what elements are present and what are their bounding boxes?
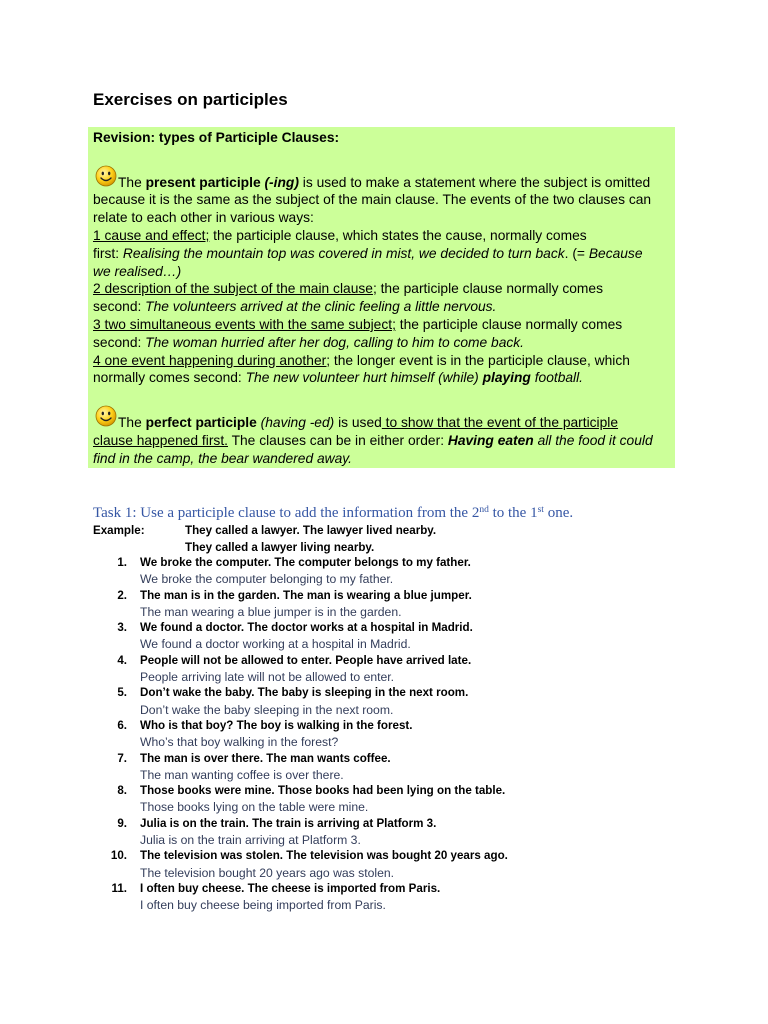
- text-run: is used: [334, 414, 382, 430]
- exercise-item: [93, 816, 508, 849]
- item-answer: We broke the computer belonging to my father.: [140, 572, 394, 587]
- ordinal-suffix: nd: [479, 505, 489, 515]
- item-answer: The man wanting coffee is over there.: [140, 767, 344, 782]
- smiley-icon: [95, 405, 117, 427]
- item-number: 11.: [111, 881, 127, 895]
- text-line: [93, 369, 675, 387]
- text-run: the participle clause normally comes: [395, 316, 623, 332]
- item-question: We found a doctor. The doctor works at a hospital in Madrid.: [140, 621, 473, 635]
- example-sentence: find in the camp, the bear wandered away.: [93, 450, 352, 466]
- text-line: [93, 352, 675, 370]
- item-answer: I often buy cheese being imported from Paris.: [140, 898, 386, 913]
- text-line: [93, 405, 675, 432]
- item-question: Those books were mine. Those books had been lying on the table.: [140, 784, 506, 798]
- example-sentence: The new volunteer hurt himself (while): [245, 370, 483, 386]
- perfect-participle-paragraph: [93, 405, 675, 467]
- item-question: I often buy cheese. The cheese is imported from Paris.: [140, 881, 441, 895]
- item-answer: People arriving late will not be allowed to enter.: [140, 670, 395, 685]
- blank-line: [93, 147, 675, 165]
- term-perfect-participle: perfect participle: [145, 414, 261, 430]
- item-number: 9.: [117, 816, 127, 830]
- exercise-item: [93, 783, 508, 816]
- example-indent: [93, 539, 185, 556]
- item-question: Who is that boy? The boy is walking in the forest.: [140, 718, 413, 732]
- text-run: first:: [93, 245, 123, 261]
- text-run: second:: [93, 299, 146, 315]
- item-body: [140, 816, 436, 849]
- example-answer: They called a lawyer living nearby.: [185, 541, 375, 554]
- item-body: [140, 848, 508, 881]
- exercise-item: [93, 620, 508, 653]
- example-row: [93, 522, 436, 539]
- form-having-ed: (having -ed): [260, 414, 335, 430]
- item-answer: Julia is on the train arriving at Platform 3.: [140, 833, 361, 848]
- item-answer: We found a doctor working at a hospital in Madrid.: [140, 637, 411, 652]
- item-answer: Don’t wake the baby sleeping in the next room.: [140, 702, 394, 717]
- text-line: [93, 280, 675, 298]
- item-question: We broke the computer. The computer belongs to my father.: [140, 556, 471, 569]
- item-body: [140, 718, 412, 751]
- relation-label: 3 two simultaneous events with the same subject;: [93, 316, 396, 332]
- ordinal-suffix: st: [537, 505, 544, 515]
- text-run: normally comes second:: [93, 370, 246, 386]
- relation-label: 2 description of the subject of the main clause: [93, 281, 373, 297]
- task-heading-text: one.: [543, 505, 574, 521]
- relation-label: 1 cause and effect;: [93, 227, 210, 243]
- exercise-item: [93, 718, 508, 751]
- item-question: People will not be allowed to enter. People have arrived late.: [140, 653, 472, 667]
- text-run: The clauses can be in either order:: [228, 432, 448, 448]
- text-run: The: [118, 174, 146, 190]
- example-sentence: football.: [530, 370, 584, 386]
- example-block: [93, 522, 436, 556]
- example-sentence: The woman hurried after her dog, calling to him to come back.: [145, 334, 524, 350]
- text-run: is used to make a statement where the subject is omitted: [298, 174, 651, 190]
- item-number: 8.: [117, 784, 127, 798]
- item-answer: Those books lying on the table were mine.: [140, 800, 369, 815]
- text-line: [93, 245, 675, 263]
- emphasised-participle: Having eaten: [447, 432, 534, 448]
- revision-box: [88, 127, 675, 468]
- task-heading: [93, 504, 573, 522]
- item-number: 7.: [117, 751, 127, 765]
- item-body: [140, 588, 472, 621]
- item-number: 6.: [117, 718, 127, 732]
- item-number: 1.: [117, 556, 127, 569]
- revision-heading: Revision: types of Participle Clauses:: [93, 130, 340, 145]
- text-line: [93, 316, 675, 334]
- page-title: Exercises on participles: [93, 90, 288, 109]
- text-run: second:: [93, 334, 146, 350]
- item-body: [140, 685, 468, 718]
- example-row: [93, 539, 436, 556]
- task-heading-text: Task 1: Use a participle clause to add the information from the 2: [93, 505, 480, 521]
- smiley-icon: [95, 165, 117, 187]
- exercise-item: [93, 685, 508, 718]
- example-question: They called a lawyer. The lawyer lived nearby.: [185, 524, 437, 537]
- exercise-item: [93, 751, 508, 784]
- exercise-item: [93, 588, 508, 621]
- text-line: [93, 432, 675, 450]
- text-line: [93, 227, 675, 245]
- text-line: relate to each other in various ways:: [93, 210, 314, 226]
- example-sentence: all the food it could: [533, 432, 653, 448]
- underlined-text: clause happened first.: [93, 432, 228, 448]
- term-present-participle: present participle: [145, 174, 265, 190]
- exercise-item: [93, 555, 508, 588]
- relation-cause-effect: [93, 227, 675, 280]
- item-question: The man is over there. The man wants coffee.: [140, 751, 391, 765]
- item-body: [140, 555, 471, 588]
- item-question: Don’t wake the baby. The baby is sleeping in the next room.: [140, 686, 469, 700]
- text-run: the longer event is in the participle clause, which: [330, 352, 630, 368]
- example-sentence: Realising the mountain top was covered in mist, we decided to turn back: [122, 245, 565, 261]
- item-question: The man is in the garden. The man is wearing a blue jumper.: [140, 588, 472, 602]
- item-number: 5.: [117, 686, 127, 700]
- text-run: The: [118, 414, 146, 430]
- text-line: [93, 334, 675, 352]
- text-line: [93, 298, 675, 316]
- relation-during-another: [93, 352, 675, 388]
- relation-simultaneous: [93, 316, 675, 352]
- item-body: [140, 653, 471, 686]
- text-line: because it is the same as the subject of the main clause. The events of the two clauses can: [93, 192, 652, 208]
- exercise-item: [93, 881, 508, 914]
- gloss: Because: [588, 245, 643, 261]
- task-heading-text: to the 1: [488, 505, 538, 521]
- item-body: [140, 620, 473, 653]
- example-label: Example:: [93, 524, 145, 537]
- text-line: [93, 165, 675, 192]
- text-run: ; the participle clause normally comes: [372, 281, 603, 297]
- example-sentence: The volunteers arrived at the clinic feeling a little nervous.: [145, 299, 497, 315]
- item-question: The television was stolen. The television was bought 20 years ago.: [140, 849, 508, 863]
- item-number: 10.: [110, 849, 127, 863]
- exercise-item: [93, 653, 508, 686]
- text-run: . (=: [564, 245, 589, 261]
- relation-description: [93, 280, 675, 316]
- text-run: the participle clause, which states the cause, normally comes: [209, 227, 587, 243]
- gloss: we realised…): [93, 263, 182, 279]
- item-answer: The man wearing a blue jumper is in the garden.: [140, 604, 402, 619]
- item-body: [140, 751, 391, 784]
- item-number: 3.: [117, 621, 127, 635]
- item-question: Julia is on the train. The train is arriving at Platform 3.: [140, 816, 437, 830]
- form-ing: (-ing): [264, 174, 299, 190]
- emphasised-participle: playing: [482, 370, 531, 386]
- item-body: [140, 783, 505, 816]
- item-number: 2.: [117, 588, 127, 602]
- item-body: [140, 881, 440, 914]
- underlined-text: to show that the event of the participle: [381, 414, 619, 430]
- item-number: 4.: [117, 653, 127, 667]
- relation-label: 4 one event happening during another;: [93, 352, 331, 368]
- blank-line: [93, 387, 675, 405]
- present-participle-paragraph: [93, 165, 675, 227]
- item-answer: Who’s that boy walking in the forest?: [140, 735, 339, 750]
- exercise-item: [93, 848, 508, 881]
- item-answer: The television bought 20 years ago was stolen.: [140, 865, 395, 880]
- exercise-list: [93, 555, 508, 914]
